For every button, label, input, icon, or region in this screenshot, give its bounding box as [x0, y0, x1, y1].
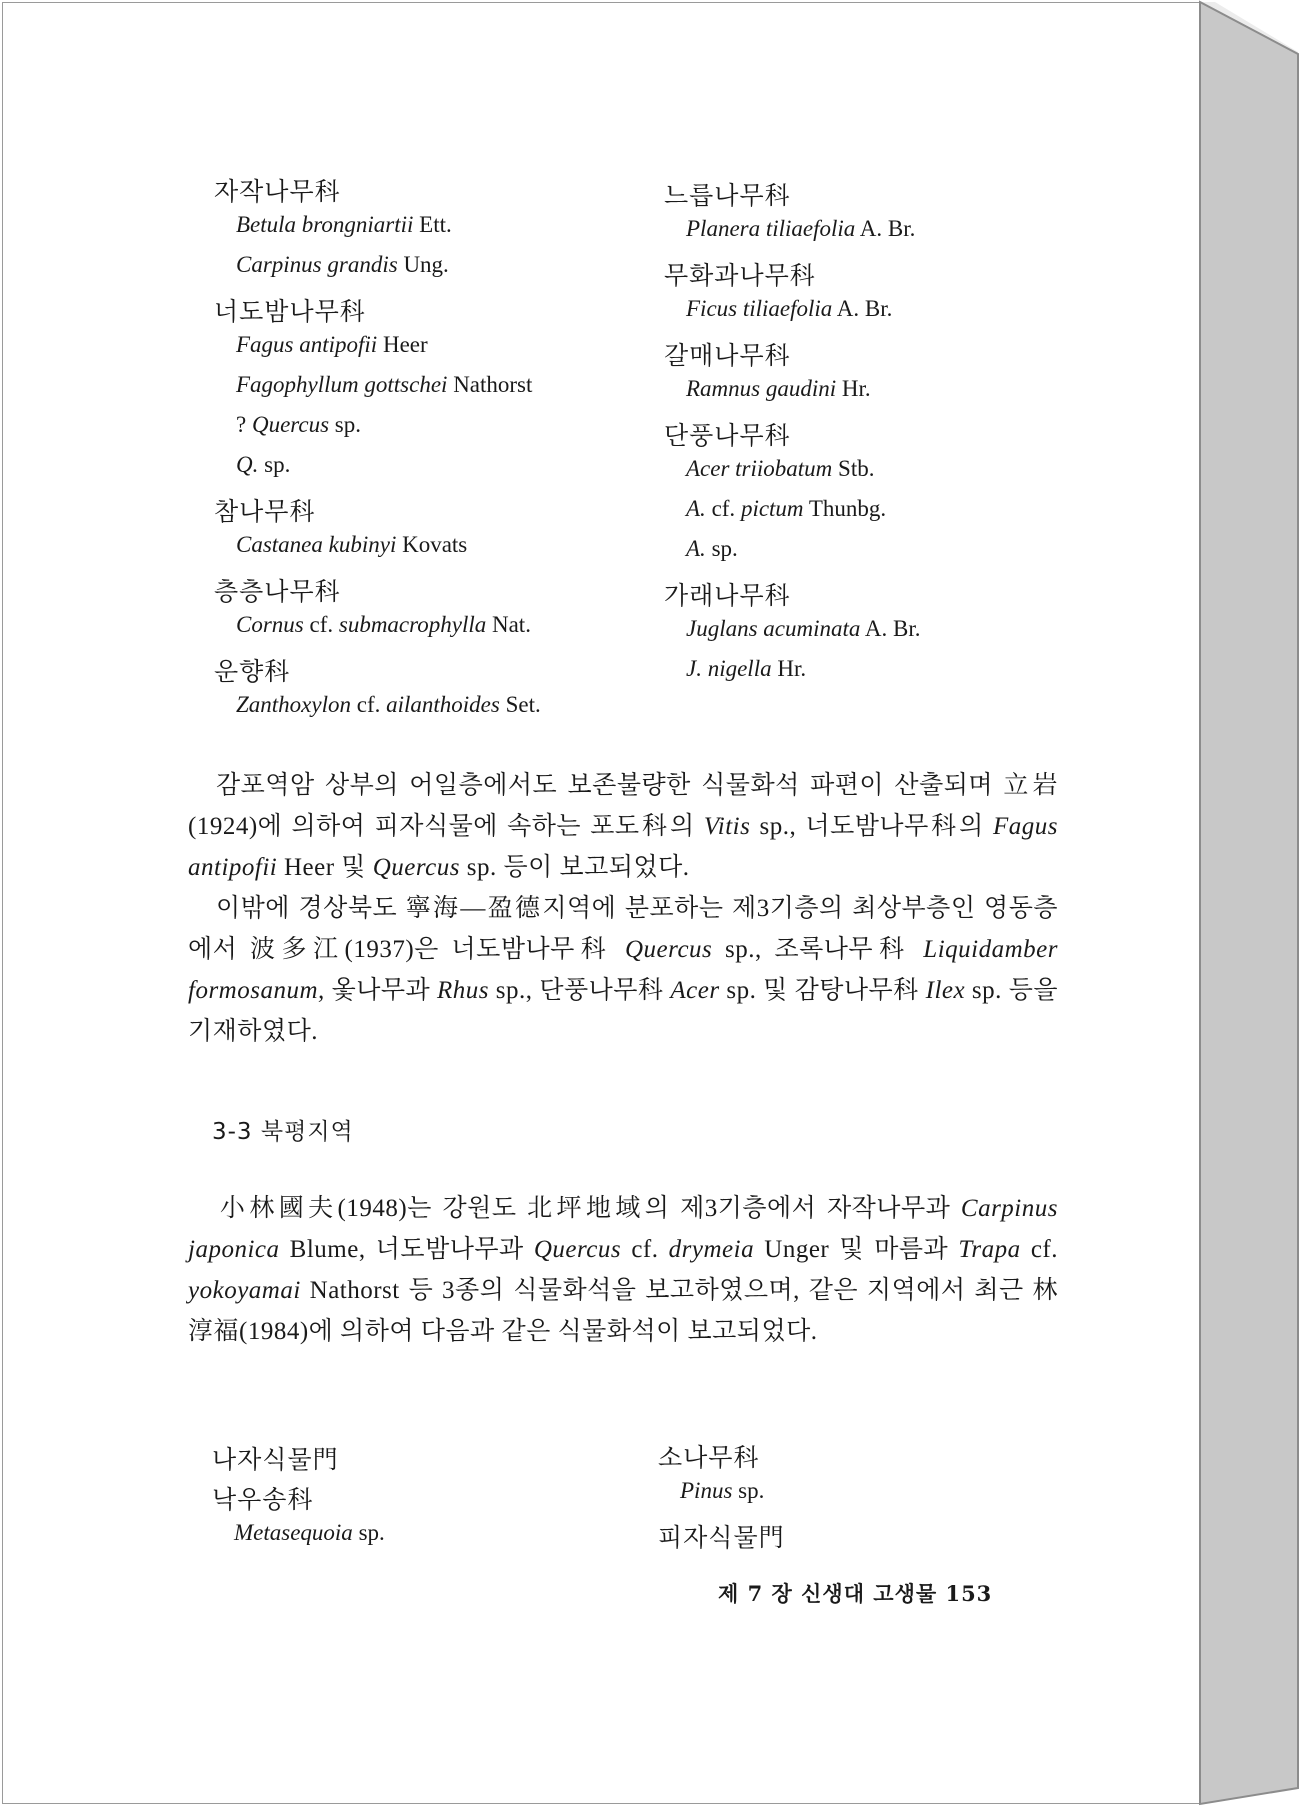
section-heading: 3-3 북평지역: [212, 1119, 354, 1145]
species-authority: sp.: [352, 1520, 385, 1545]
right-species-entry: [664, 216, 920, 256]
paragraph-text: 이밖에 경상북도 寧海—盈德지역에 분포하는 제3기층의 최상부층인 영동층에서 波多江(1937)은 너도밤나무科: [188, 895, 1058, 963]
species-epithet: pictum: [740, 496, 804, 521]
species-name: Pinus: [680, 1478, 733, 1503]
species-authority: sp.: [258, 452, 291, 477]
left-species-entry: [214, 212, 541, 252]
right-family-heading: 갈매나무科: [664, 341, 791, 370]
left-species-entry: [214, 612, 541, 652]
species-authority: A. Br.: [832, 296, 893, 321]
book-edge-side: [1200, 2, 1298, 1804]
species-name: Metasequoia: [234, 1520, 353, 1545]
species-authority: Set.: [499, 692, 541, 717]
italic-taxon: Carpinus japonica: [188, 1195, 1058, 1263]
paragraph-text: 옻나무과: [324, 977, 437, 1004]
paragraph-text: Nathorst 등 3종의 식물화석을 보고하였으며, 같은 지역에서 최근 林淳福(1984)에 의하여 다음과 같은 식물화석이 보고되었다.: [188, 1277, 1058, 1345]
paragraph-text: Heer 및: [277, 854, 373, 881]
right-family-heading: 단풍나무科: [664, 421, 791, 450]
italic-taxon: Quercus: [625, 936, 713, 963]
italic-taxon: drymeia: [668, 1236, 755, 1263]
species-authority: A. Br.: [855, 216, 916, 241]
left-family-heading: 층층나무科: [214, 577, 341, 606]
bottom-left-list: [212, 1440, 385, 1560]
species-name: Q.: [236, 452, 259, 477]
bottom-right-family-heading: 피자식물門: [658, 1523, 785, 1552]
left-species-entry: [214, 412, 541, 452]
left-species-entry: [214, 332, 541, 372]
right-species-entry: [664, 536, 920, 576]
right-species-entry: [664, 656, 920, 696]
species-authority: cf.: [351, 692, 387, 717]
left-species-entry: [214, 372, 541, 412]
right-species-entry: [664, 496, 920, 536]
species-name: Fagus antipofii: [236, 332, 378, 357]
species-name: Acer triiobatum: [686, 456, 833, 481]
right-species-entry: [664, 296, 920, 336]
species-authority: Hr.: [771, 656, 807, 681]
italic-taxon: Rhus: [436, 977, 489, 1004]
paragraph-text: 小林國夫(1948)는 강원도 北坪地域의 제3기층에서 자작나무과: [216, 1195, 961, 1222]
species-authority: sp.: [329, 412, 361, 437]
paragraph-text: sp., 조록나무科: [712, 936, 924, 963]
paragraph-text: cf.: [621, 1236, 669, 1263]
species-epithet: ailanthoides: [386, 692, 500, 717]
right-species-entry: [664, 376, 920, 416]
italic-taxon: Vitis: [703, 813, 751, 840]
left-species-entry: [214, 252, 541, 292]
bottom-left-species-entry: [212, 1520, 385, 1560]
species-name: Fagophyllum gottschei: [236, 372, 448, 397]
left-species-entry: [214, 692, 541, 732]
italic-taxon: Ilex: [925, 977, 966, 1004]
species-authority: Nathorst: [447, 372, 533, 397]
species-authority: sp.: [705, 536, 738, 561]
bottom-right-list: [658, 1438, 785, 1558]
left-species-entry: [214, 532, 541, 572]
species-authority: Stb.: [832, 456, 875, 481]
species-authority: Ett.: [413, 212, 452, 237]
paragraph-1: [188, 765, 1058, 888]
italic-taxon: Liquidamber formosanum,: [188, 936, 1058, 1004]
species-name: A.: [686, 496, 706, 521]
species-authority: sp.: [732, 1478, 765, 1503]
species-epithet: submacrophylla: [338, 612, 487, 637]
paragraph-text: Unger 및 마름과: [754, 1236, 959, 1263]
bottom-right-species-entry: [658, 1478, 785, 1518]
right-species-entry: [664, 456, 920, 496]
species-authority: cf.: [303, 612, 339, 637]
species-authority: Heer: [377, 332, 428, 357]
paragraph-text: sp., 단풍나무科: [488, 977, 671, 1004]
species-authority: Nat.: [486, 612, 531, 637]
italic-taxon: yokoyamai: [188, 1277, 301, 1304]
left-species-list: [214, 172, 541, 732]
species-authority: Thunbg.: [803, 496, 887, 521]
italic-taxon: Quercus: [372, 854, 460, 881]
italic-taxon: Fagus antipofii: [188, 813, 1058, 881]
italic-taxon: Acer: [670, 977, 720, 1004]
left-family-heading: 운향科: [214, 657, 291, 686]
right-species-list: [664, 176, 920, 696]
species-name: Planera tiliaefolia: [686, 216, 856, 241]
paragraph-text: sp. 등을 기재하였다.: [188, 977, 1059, 1045]
left-family-heading: 너도밤나무科: [214, 297, 366, 326]
bottom-left-family-heading: 나자식물門: [212, 1445, 339, 1474]
species-name: A.: [686, 536, 706, 561]
species-prefix: ?: [236, 412, 252, 437]
bottom-left-family-heading: 낙우송科: [212, 1485, 314, 1514]
paragraph-2: [188, 888, 1058, 1052]
paragraph-text: Blume, 너도밤나무과: [279, 1236, 534, 1263]
paragraph-3: [188, 1188, 1058, 1352]
left-family-heading: 참나무科: [214, 497, 316, 526]
species-authority: Ung.: [397, 252, 449, 277]
right-family-heading: 가래나무科: [664, 581, 791, 610]
right-species-entry: [664, 616, 920, 656]
species-authority: cf.: [705, 496, 741, 521]
page-footer: 제 7 장 신생대 고생물 153: [718, 1581, 993, 1606]
species-name: Cornus: [236, 612, 304, 637]
left-family-heading: 자작나무科: [214, 177, 341, 206]
bottom-right-family-heading: 소나무科: [658, 1443, 760, 1472]
species-name: Castanea kubinyi: [236, 532, 397, 557]
paragraph-text: 감포역암 상부의 어일층에서도 보존불량한 식물화석 파편이 산출되며 立岩(1924)에 의하여 피자식물에 속하는 포도科의: [188, 772, 1058, 840]
species-name: Ramnus gaudini: [686, 376, 837, 401]
species-name: J. nigella: [686, 656, 772, 681]
species-name: Ficus tiliaefolia: [686, 296, 833, 321]
species-name: Carpinus grandis: [236, 252, 398, 277]
species-name: Quercus: [251, 412, 330, 437]
species-authority: Kovats: [396, 532, 468, 557]
paragraph-text: cf.: [1020, 1236, 1059, 1263]
species-authority: A. Br.: [860, 616, 921, 641]
paragraph-text: sp., 너도밤나무科의: [750, 813, 993, 840]
species-name: Zanthoxylon: [236, 692, 351, 717]
species-authority: Hr.: [836, 376, 871, 401]
italic-taxon: Quercus: [533, 1236, 622, 1263]
paragraph-text: sp. 및 감탕나무科: [719, 977, 926, 1004]
left-species-entry: [214, 452, 541, 492]
right-family-heading: 무화과나무科: [664, 261, 816, 290]
italic-taxon: Trapa: [958, 1236, 1021, 1263]
paragraph-text: sp. 등이 보고되었다.: [460, 854, 690, 881]
species-name: Betula brongniartii: [236, 212, 414, 237]
right-family-heading: 느릅나무科: [664, 181, 791, 210]
species-name: Juglans acuminata: [686, 616, 861, 641]
